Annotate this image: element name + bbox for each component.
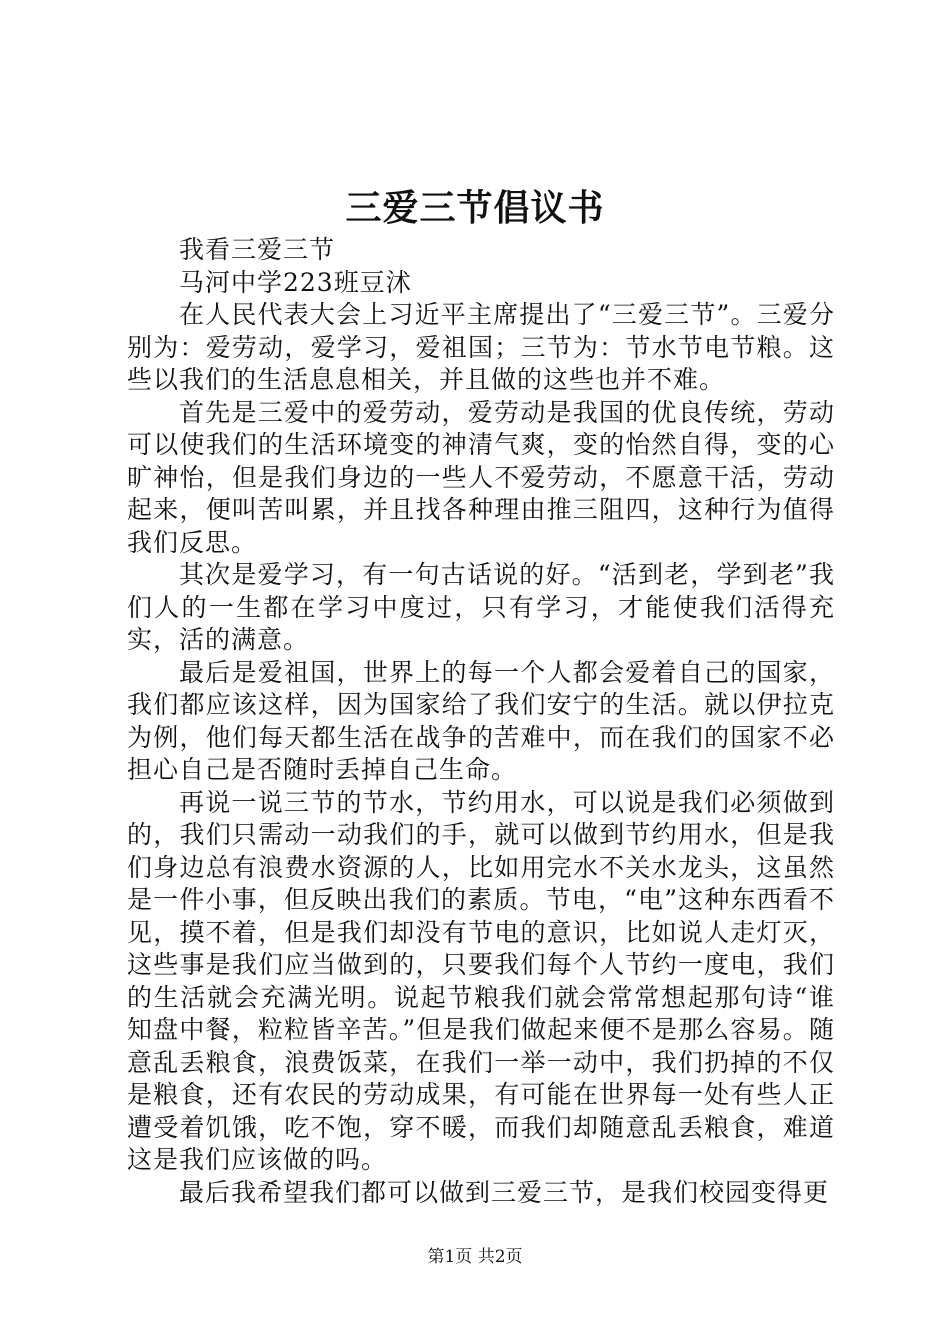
- paragraph-intro: 在人民代表大会上习近平主席提出了“三爱三节”。三爱分别为：爱劳动，爱学习，爱祖国；三节为：节水节电节粮。这些以我们的生活息息相关，并且做的这些也并不难。: [127, 300, 835, 394]
- paragraph-three-savings: 再说一说三节的节水，节约用水，可以说是我们必须做到的，我们只需动一动我们的手，就可以做到节约用水，但是我们身边总有浪费水资源的人，比如用完水不关水龙头，这虽然是一件小事，但反映出我们的素质。节电，“电”这种东西看不见，摸不着，但是我们却没有节电的意识，比如说人走灯灭，这些事是我们应当做到的，只要我们每个人节约一度电，我们的生活就会充满光明。说起节粮我们就会常常想起那句诗“谁知盘中餐，粒粒皆辛苦。”但是我们做起来便不是那么容易。随意乱丢粮食，浪费饭菜，在我们一举一动中，我们扔掉的不仅是粮食，还有农民的劳动成果，有可能在世界每一处有些人正遭受着饥饿，吃不饱，穿不暖，而我们却随意乱丢粮食，难道这是我们应该做的吗。: [127, 787, 835, 1174]
- paragraph-conclusion: 最后我希望我们都可以做到三爱三节，是我们校园变得更: [179, 1177, 830, 1207]
- document-title: 三爱三节倡议书: [345, 187, 605, 229]
- paragraph-love-labor: 首先是三爱中的爱劳动，爱劳动是我国的优良传统，劳动可以使我们的生活环境变的神清气爽，变的怡然自得，变的心旷神怡，但是我们身边的一些人不爱劳动，不愿意干活，劳动起来，便叫苦叫累，并且找各种理由推三阻四，这种行为值得我们反思。: [127, 397, 835, 557]
- paragraph-love-study: 其次是爱学习，有一句古话说的好。“活到老，学到老”我们人的一生都在学习中度过，只有学习，才能使我们活得充实，活的满意。: [127, 560, 835, 654]
- document-body: [127, 234, 835, 1209]
- paragraph-subtitle: 我看三爱三节: [179, 235, 336, 264]
- paragraph-author: 马河中学223班豆沭: [179, 267, 412, 297]
- paragraph-love-country: 最后是爱祖国，世界上的每一个人都会爱着自己的国家，我们都应该这样，因为国家给了我们安宁的生活。就以伊拉克为例，他们每天都生活在战争的苦难中，而在我们的国家不必担心自己是否随时丢掉自己生命。: [127, 657, 835, 784]
- page-number-footer: 第1页 共2页: [427, 1247, 523, 1267]
